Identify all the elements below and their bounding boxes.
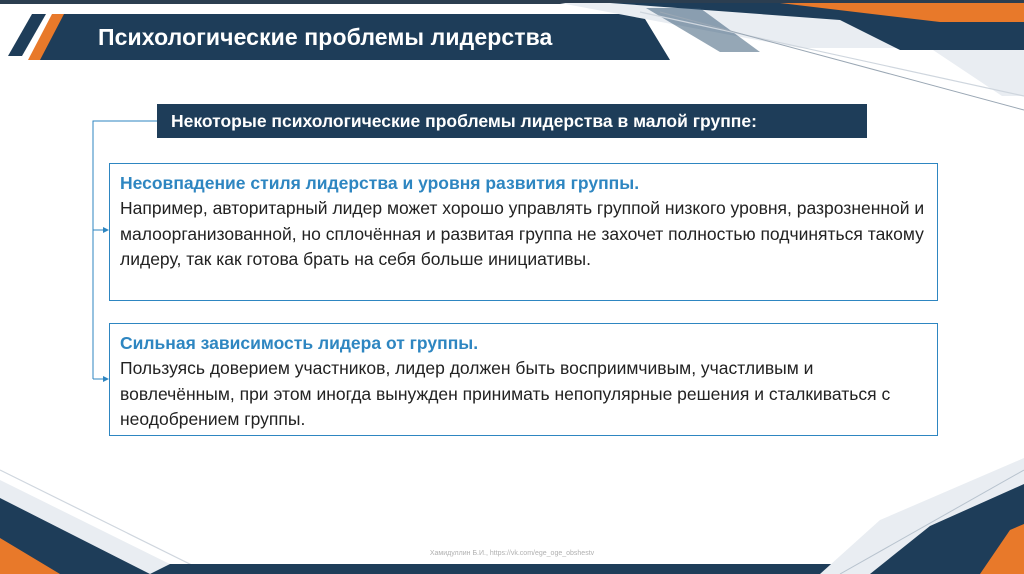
problem-box-1 <box>109 163 938 301</box>
problem-heading: Несовпадение стиля лидерства и уровня развития группы. <box>120 173 640 193</box>
problem-text: Например, авторитарный лидер может хорошо управлять группой низкого уровня, разрозненной и малоорганизованной, но сплочённая и развитая группа не захочет полностью подчиняться такому лидеру, так как готова брать на себя больше инициативы. <box>120 198 925 269</box>
problem-heading: Сильная зависимость лидера от группы. <box>120 333 479 353</box>
slide-title: Психологические проблемы лидерства <box>98 24 553 50</box>
problem-text: Пользуясь доверием участников, лидер должен быть восприимчивым, участливым и вовлечённым, при этом иногда вынужден принимать непопулярные решения и сталкиваться с неодобрением группы. <box>120 358 891 429</box>
problem-box-2 <box>109 323 938 436</box>
subheader-text: Некоторые психологические проблемы лидерства в малой группе: <box>171 111 757 131</box>
footer-credit: Хамидуллин Б.И., https://vk.com/ege_oge_obshestv <box>429 550 595 557</box>
